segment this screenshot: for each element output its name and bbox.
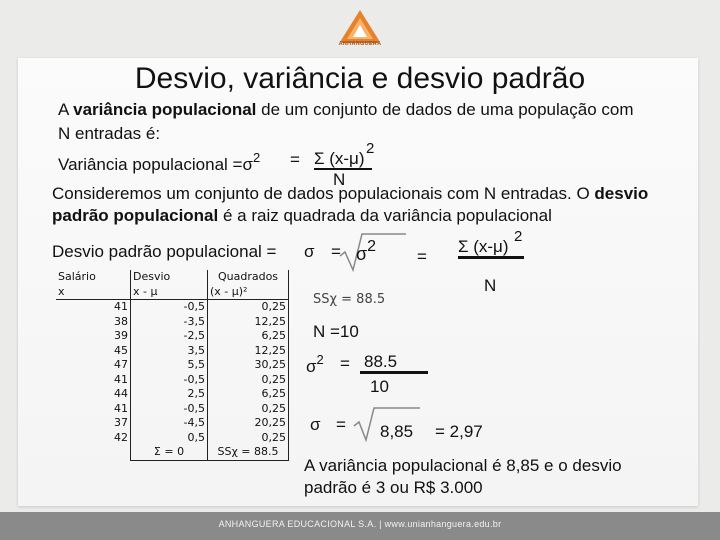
variance-formula-eq: = — [290, 150, 300, 169]
table-cell: 41 — [56, 402, 131, 417]
table-cell: 45 — [56, 344, 131, 359]
conclusion-line-2: padrão é 3 ou R$ 3.000 — [304, 478, 483, 497]
table-cell: 42 — [56, 431, 131, 446]
std-formula-eq: = — [331, 242, 341, 261]
table-row — [56, 431, 289, 446]
table-row — [56, 344, 289, 359]
n-value: N =10 — [313, 322, 359, 341]
table-cell: 2,5 — [131, 387, 208, 402]
variance-formula-denominator: N — [333, 170, 346, 189]
table-cell: 38 — [56, 315, 131, 330]
table-cell: 44 — [56, 387, 131, 402]
sd-value: 8,85 — [380, 422, 414, 441]
table-cell: 30,25 — [208, 358, 289, 373]
footer-text: ANHANGUERA EDUCACIONAL S.A. | www.unianhanguera.edu.br — [218, 519, 502, 529]
var-eq: = — [340, 354, 350, 373]
intro-line-2: N entradas é: — [58, 124, 161, 143]
table-cell: 6,25 — [208, 387, 289, 402]
table-cell: 6,25 — [208, 329, 289, 344]
subheader-cell: x — [56, 285, 131, 300]
table-row — [56, 315, 289, 330]
table-subheader-row — [56, 285, 289, 300]
sd-sigma: σ — [310, 415, 321, 434]
table-cell: -0,5 — [131, 373, 208, 388]
consider-line-1: Consideremos um conjunto de dados populacionais com N entradas. O desvio — [52, 184, 649, 203]
var-numerator-wrap — [360, 353, 428, 374]
table-header-row — [56, 270, 289, 285]
data-table — [56, 270, 289, 461]
table-cell: 20,25 — [208, 416, 289, 431]
table-cell: -4,5 — [131, 416, 208, 431]
std-formula-numerator: Σ (x-μ) — [458, 238, 524, 259]
table-cell: 5,5 — [131, 358, 208, 373]
total-cell — [56, 445, 131, 460]
header-cell: Salário — [56, 270, 131, 285]
table-cell: -0,5 — [131, 300, 208, 315]
sd-result: = 2,97 — [435, 422, 483, 441]
std-formula-denominator: N — [484, 276, 497, 295]
logo-text: ANHANGUERA — [338, 41, 382, 47]
var-numerator: 88.5 — [364, 352, 398, 371]
std-formula-sigma: σ — [304, 242, 315, 261]
header-cell: Desvio — [131, 270, 208, 285]
table-cell: 41 — [56, 373, 131, 388]
variance-formula-label: Variância populacional $=\sigma^2$ — [58, 150, 261, 174]
table-row — [56, 329, 289, 344]
table-cell: -3,5 — [131, 315, 208, 330]
table-cell: -0,5 — [131, 402, 208, 417]
table-cell: 12,25 — [208, 315, 289, 330]
sd-eq: = — [336, 415, 346, 434]
table-cell: 0,5 — [131, 431, 208, 446]
footer-bar — [0, 512, 720, 540]
table-totals-row — [56, 445, 289, 460]
table-row — [56, 402, 289, 417]
std-formula-numerator-sup: 2 — [514, 228, 523, 245]
consider-line-2: padrão populacional é a raiz quadrada da variância populacional — [52, 206, 552, 225]
table-cell: 3,5 — [131, 344, 208, 359]
table-row — [56, 300, 289, 315]
var-sigma: $\sigma^2$ — [306, 352, 324, 376]
intro-line-1: A variância populacional de um conjunto de dados de uma população com — [58, 100, 634, 119]
table-cell: 0,25 — [208, 300, 289, 315]
table-row — [56, 387, 289, 402]
subheader-cell: x - μ — [131, 285, 208, 300]
total-cell: Σ = 0 — [131, 445, 208, 460]
table-cell: 12,25 — [208, 344, 289, 359]
ss-value: SSχ = 88.5 — [313, 292, 386, 307]
std-formula-label: Desvio padrão populacional = — [52, 242, 277, 261]
table-row — [56, 358, 289, 373]
table-cell: 0,25 — [208, 431, 289, 446]
table-cell: 0,25 — [208, 373, 289, 388]
table-row — [56, 373, 289, 388]
table-cell: 39 — [56, 329, 131, 344]
conclusion-line-1: A variância populacional é 8,85 e o desvio — [304, 456, 622, 475]
std-formula-eq2: = — [417, 247, 427, 266]
anhanguera-logo-icon — [338, 8, 382, 54]
table-cell: 37 — [56, 416, 131, 431]
header-cell: Quadrados — [208, 270, 289, 285]
table-row — [56, 416, 289, 431]
subheader-cell: (x - μ)² — [208, 285, 289, 300]
var-denominator: 10 — [370, 377, 389, 396]
variance-formula-numerator: Σ (x-μ) — [314, 150, 372, 170]
page-title: Desvio, variância e desvio padrão — [134, 62, 586, 95]
table-cell: 41 — [56, 300, 131, 315]
table-cell: 0,25 — [208, 402, 289, 417]
std-formula-sigma2: σ2 — [356, 238, 377, 264]
table-cell: 47 — [56, 358, 131, 373]
total-cell: SSχ = 88.5 — [208, 445, 289, 460]
table-cell: -2,5 — [131, 329, 208, 344]
variance-formula-numerator-sup: 2 — [366, 140, 375, 157]
